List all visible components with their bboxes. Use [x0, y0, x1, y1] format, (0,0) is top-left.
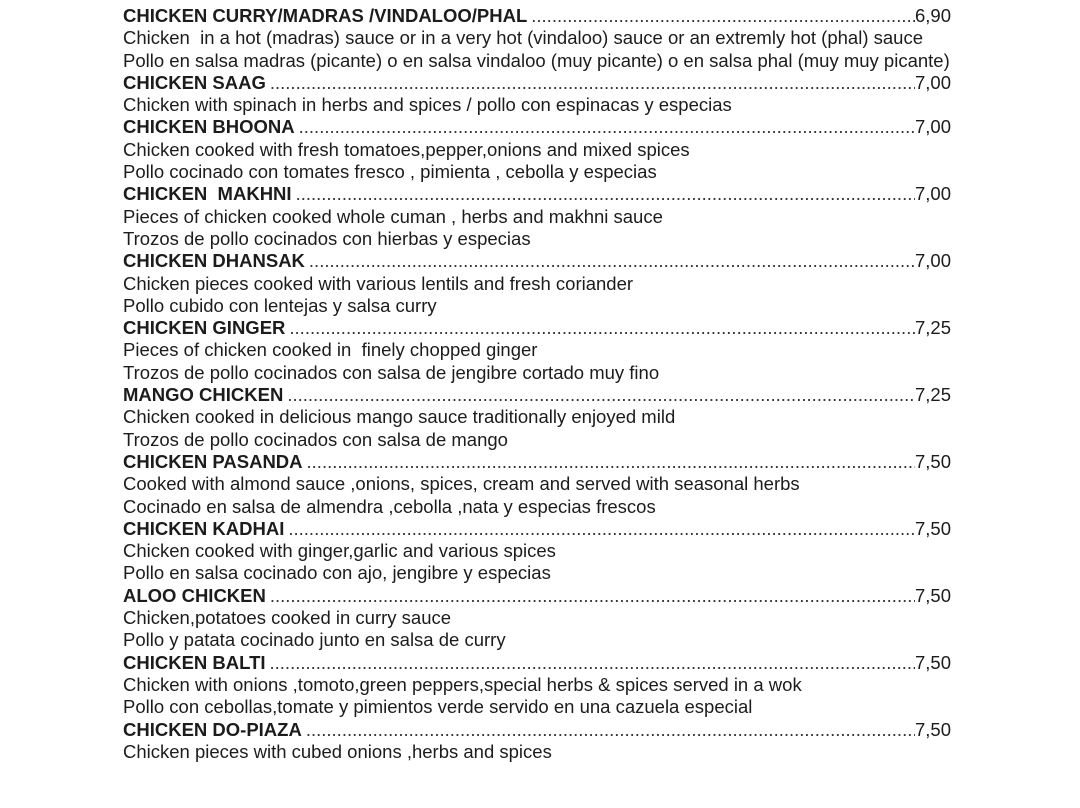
dish-description-en: Chicken pieces cooked with various lentils and fresh coriander — [123, 272, 634, 294]
menu-item-title-line — [123, 652, 953, 674]
dish-price: 7,50 — [914, 651, 951, 673]
menu-item — [123, 384, 953, 451]
menu-item-title-line — [123, 384, 953, 406]
dish-price: 7,50 — [914, 584, 951, 606]
dish-description-en: Chicken cooked in delicious mango sauce traditionally enjoyed mild — [123, 406, 676, 428]
dot-leader — [270, 585, 915, 607]
dot-leader — [531, 5, 915, 27]
dish-description-en: Chicken in a hot (madras) sauce or in a very hot (vindaloo) sauce or an extremly hot (phal) sauce — [123, 27, 923, 49]
menu-item — [123, 116, 953, 183]
menu-item — [123, 250, 953, 317]
menu-item — [123, 183, 953, 250]
menu-item — [123, 518, 953, 585]
dish-description-es: Pollo cubido con lentejas y salsa curry — [123, 294, 437, 316]
dot-leader — [287, 384, 915, 406]
dish-description-en: Chicken with onions ,tomoto,green peppers,special herbs & spices served in a wok — [123, 673, 802, 695]
dish-name: CHICKEN PASANDA — [123, 450, 303, 472]
menu-item-title-line — [123, 72, 953, 94]
menu-item-title-line — [123, 5, 953, 27]
dish-name: CHICKEN BHOONA — [123, 116, 295, 138]
dish-price: 7,25 — [914, 317, 951, 339]
menu-item-title-line — [123, 250, 953, 272]
dot-leader — [309, 250, 915, 272]
dish-price: 7,50 — [914, 450, 951, 472]
dot-leader — [270, 652, 915, 674]
dish-name: ALOO CHICKEN — [123, 584, 266, 606]
dish-price: 7,50 — [914, 718, 951, 740]
dot-leader — [306, 719, 915, 741]
dish-description-es: Pollo y patata cocinado junto en salsa de curry — [123, 629, 506, 651]
dish-description-es: Pollo en salsa cocinado con ajo, jengibre y especias — [123, 562, 551, 584]
dish-description-en: Cooked with almond sauce ,onions, spices, cream and served with seasonal herbs — [123, 473, 800, 495]
menu-item — [123, 719, 953, 764]
dot-leader — [289, 317, 915, 339]
dish-name: CHICKEN GINGER — [123, 317, 286, 339]
dot-leader — [270, 72, 915, 94]
dot-leader — [296, 183, 915, 205]
dish-description-es: Trozos de pollo cocinados con hierbas y especias — [123, 227, 531, 249]
dish-price: 7,00 — [914, 71, 951, 93]
dish-name: CHICKEN CURRY/MADRAS /VINDALOO/PHAL — [123, 5, 528, 26]
menu-item-title-line — [123, 116, 953, 138]
dish-description-es: Pollo con cebollas,tomate y pimientos verde servido en una cazuela especial — [123, 696, 753, 718]
dish-description-en: Pieces of chicken cooked whole cuman , herbs and makhni sauce — [123, 205, 663, 227]
dish-description-en: Chicken with spinach in herbs and spices / pollo con espinacas y especias — [123, 94, 732, 116]
dish-name: CHICKEN DHANSAK — [123, 250, 305, 272]
dish-price: 6,90 — [914, 5, 951, 26]
dish-name: MANGO CHICKEN — [123, 384, 284, 406]
dot-leader — [288, 518, 915, 540]
dish-price: 7,00 — [914, 183, 951, 205]
dish-name: CHICKEN SAAG — [123, 71, 266, 93]
dish-price: 7,00 — [914, 250, 951, 272]
dish-description-en: Chicken cooked with fresh tomatoes,pepper,onions and mixed spices — [123, 138, 690, 160]
dish-description-en: Pieces of chicken cooked in finely chopped ginger — [123, 339, 538, 361]
menu-item — [123, 317, 953, 384]
dish-description-es: Pollo en salsa madras (picante) o en salsa vindaloo (muy picante) o en salsa phal (muy muy picante) — [123, 49, 950, 71]
menu-item-title-line — [123, 518, 953, 540]
dot-leader — [307, 451, 915, 473]
menu-list — [123, 5, 953, 763]
menu-item-title-line — [123, 183, 953, 205]
dish-description-es: Pollo cocinado con tomates fresco , pimienta , cebolla y especias — [123, 161, 657, 183]
dish-price: 7,00 — [914, 116, 951, 138]
dish-name: CHICKEN DO-PIAZA — [123, 718, 302, 740]
dish-description-es: Trozos de pollo cocinados con salsa de jengibre cortado muy fino — [123, 361, 660, 383]
menu-item — [123, 451, 953, 518]
menu-item — [123, 585, 953, 652]
dish-description-en: Chicken,potatoes cooked in curry sauce — [123, 607, 452, 629]
menu-item-title-line — [123, 719, 953, 741]
menu-item — [123, 5, 953, 72]
menu-item-title-line — [123, 317, 953, 339]
menu-item — [123, 652, 953, 719]
dish-description-es: Trozos de pollo cocinados con salsa de mango — [123, 428, 508, 450]
dish-description-es: Cocinado en salsa de almendra ,cebolla ,nata y especias frescos — [123, 495, 656, 517]
menu-item — [123, 72, 953, 117]
dot-leader — [299, 116, 915, 138]
dish-name: CHICKEN KADHAI — [123, 517, 285, 539]
dish-description-en: Chicken cooked with ginger,garlic and various spices — [123, 540, 556, 562]
dish-name: CHICKEN BALTI — [123, 651, 266, 673]
menu-item-title-line — [123, 451, 953, 473]
dish-name: CHICKEN MAKHNI — [123, 183, 292, 205]
menu-item-title-line — [123, 585, 953, 607]
dish-price: 7,50 — [914, 517, 951, 539]
dish-description-en: Chicken pieces with cubed onions ,herbs and spices — [123, 740, 552, 762]
dish-price: 7,25 — [914, 384, 951, 406]
